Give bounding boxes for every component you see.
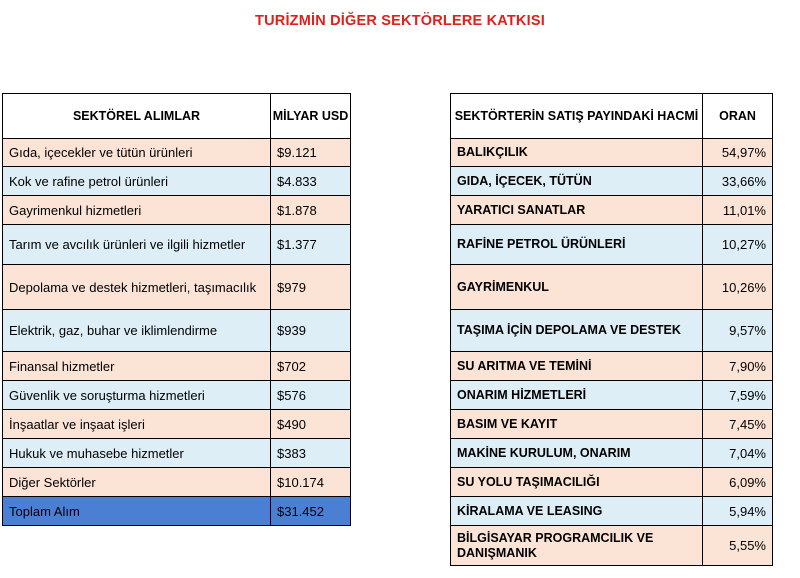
row-label: Kok ve rafine petrol ürünleri bbox=[3, 167, 271, 196]
table-row bbox=[451, 310, 773, 352]
row-label: YARATICI SANATLAR bbox=[451, 196, 703, 225]
row-label: Tarım ve avcılık ürünleri ve ilgili hizmetler bbox=[3, 225, 271, 265]
row-value: $1.878 bbox=[271, 196, 351, 225]
table-row bbox=[451, 167, 773, 196]
table-row bbox=[451, 139, 773, 167]
total-row bbox=[3, 497, 351, 526]
table-row bbox=[451, 468, 773, 497]
table-row bbox=[451, 225, 773, 265]
table-row bbox=[451, 381, 773, 410]
total-label: Toplam Alım bbox=[3, 497, 271, 526]
row-value: 10,27% bbox=[703, 225, 773, 265]
column-header-sales-share: SEKTÖRTERİN SATIŞ PAYINDAKİ HACMİ bbox=[451, 94, 703, 139]
row-value: $10.174 bbox=[271, 468, 351, 497]
row-value: 7,90% bbox=[703, 352, 773, 381]
row-value: $490 bbox=[271, 410, 351, 439]
row-label: Diğer Sektörler bbox=[3, 468, 271, 497]
row-value: 10,26% bbox=[703, 265, 773, 310]
column-header-rate: ORAN bbox=[703, 94, 773, 139]
row-label: Depolama ve destek hizmetleri, taşımacılık bbox=[3, 265, 271, 310]
table-row bbox=[451, 526, 773, 566]
total-value: $31.452 bbox=[271, 497, 351, 526]
row-value: 9,57% bbox=[703, 310, 773, 352]
row-label: GIDA, İÇECEK, TÜTÜN bbox=[451, 167, 703, 196]
row-label: MAKİNE KURULUM, ONARIM bbox=[451, 439, 703, 468]
row-label: GAYRİMENKUL bbox=[451, 265, 703, 310]
row-value: 5,94% bbox=[703, 497, 773, 526]
table-row bbox=[3, 225, 351, 265]
table-row bbox=[3, 439, 351, 468]
table-row bbox=[451, 265, 773, 310]
row-label: SU ARITMA VE TEMİNİ bbox=[451, 352, 703, 381]
row-value: $4.833 bbox=[271, 167, 351, 196]
row-value: $576 bbox=[271, 381, 351, 410]
row-label: İnşaatlar ve inşaat işleri bbox=[3, 410, 271, 439]
row-value: 11,01% bbox=[703, 196, 773, 225]
row-value: $9.121 bbox=[271, 139, 351, 167]
row-label: Gıda, içecekler ve tütün ürünleri bbox=[3, 139, 271, 167]
row-label: KİRALAMA VE LEASING bbox=[451, 497, 703, 526]
row-label: ONARIM HİZMETLERİ bbox=[451, 381, 703, 410]
table-header-row bbox=[451, 94, 773, 139]
column-header-sector: SEKTÖREL ALIMLAR bbox=[3, 94, 271, 139]
row-value: 54,97% bbox=[703, 139, 773, 167]
row-label: Gayrimenkul hizmetleri bbox=[3, 196, 271, 225]
row-value: 6,09% bbox=[703, 468, 773, 497]
row-value: 5,55% bbox=[703, 526, 773, 566]
row-label: BİLGİSAYAR PROGRAMCILIK VE DANIŞMANIK bbox=[451, 526, 703, 566]
row-label: TAŞIMA İÇİN DEPOLAMA VE DESTEK bbox=[451, 310, 703, 352]
row-label: BASIM VE KAYIT bbox=[451, 410, 703, 439]
row-value: $939 bbox=[271, 310, 351, 352]
row-value: $1.377 bbox=[271, 225, 351, 265]
row-label: BALIKÇILIK bbox=[451, 139, 703, 167]
table-row bbox=[3, 381, 351, 410]
row-value: $383 bbox=[271, 439, 351, 468]
table-row bbox=[451, 497, 773, 526]
page-title: TURİZMİN DİĞER SEKTÖRLERE KATKISI bbox=[255, 13, 545, 29]
table-row bbox=[3, 310, 351, 352]
row-value: 33,66% bbox=[703, 167, 773, 196]
row-label: Elektrik, gaz, buhar ve iklimlendirme bbox=[3, 310, 271, 352]
row-label: SU YOLU TAŞIMACILIĞI bbox=[451, 468, 703, 497]
table-row bbox=[3, 352, 351, 381]
column-header-billion-usd: MİLYAR USD bbox=[271, 94, 351, 139]
row-value: 7,59% bbox=[703, 381, 773, 410]
row-value: $979 bbox=[271, 265, 351, 310]
sales-share-table bbox=[450, 93, 773, 566]
table-row bbox=[3, 139, 351, 167]
table-row bbox=[3, 410, 351, 439]
row-label: RAFİNE PETROL ÜRÜNLERİ bbox=[451, 225, 703, 265]
row-value: 7,04% bbox=[703, 439, 773, 468]
table-row bbox=[3, 468, 351, 497]
table-row bbox=[3, 265, 351, 310]
table-row bbox=[451, 410, 773, 439]
row-label: Finansal hizmetler bbox=[3, 352, 271, 381]
table-row bbox=[3, 167, 351, 196]
table-header-row bbox=[3, 94, 351, 139]
sector-purchases-table bbox=[2, 93, 351, 526]
table-row bbox=[3, 196, 351, 225]
row-value: $702 bbox=[271, 352, 351, 381]
table-row bbox=[451, 439, 773, 468]
table-row bbox=[451, 196, 773, 225]
row-label: Güvenlik ve soruşturma hizmetleri bbox=[3, 381, 271, 410]
row-label: Hukuk ve muhasebe hizmetler bbox=[3, 439, 271, 468]
row-value: 7,45% bbox=[703, 410, 773, 439]
table-row bbox=[451, 352, 773, 381]
